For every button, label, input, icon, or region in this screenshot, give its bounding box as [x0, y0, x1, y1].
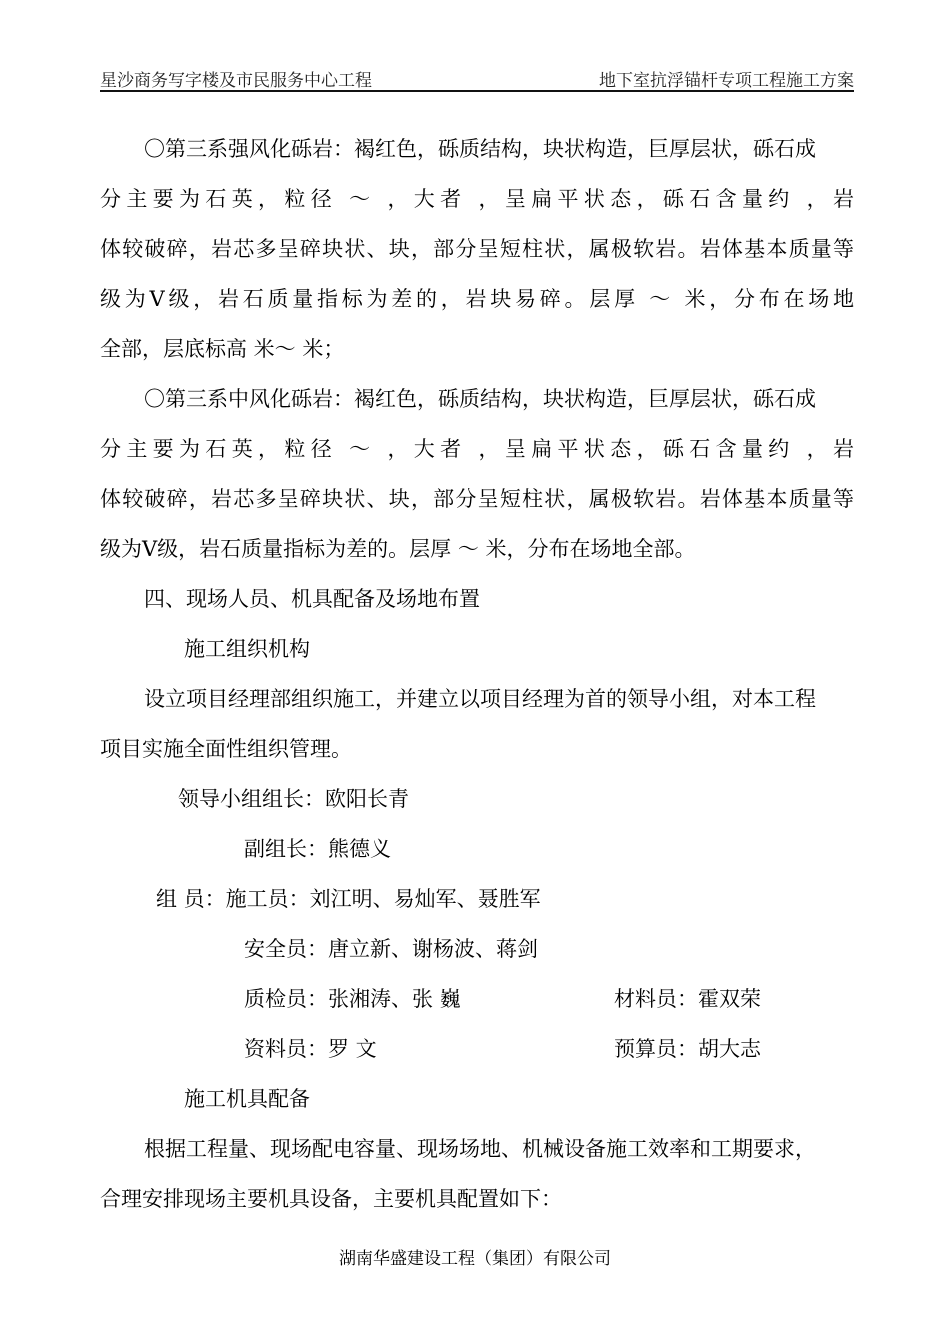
quality-inspector-row [100, 974, 854, 1024]
document-body [100, 124, 854, 1224]
paragraph-line: 级为Ⅴ级，岩石质量指标为差的，岩块易碎。层厚 ～ 米，分布在场地 [100, 287, 854, 311]
paragraph-line: 根据工程量、现场配电容量、现场场地、机械设备施工效率和工期要求， [144, 1137, 816, 1161]
records-officer-row [100, 1024, 854, 1074]
header-project-name: 星沙商务写字楼及市民服务中心工程 [100, 71, 372, 91]
budget-officer-line: 预算员：胡大志 [614, 1037, 761, 1061]
team-members-line: 组 员：施工员：刘江明、易灿军、聂胜军 [156, 887, 541, 911]
paragraph-line: 分主要为石英，粒径 ～ ，大者 ，呈扁平状态，砾石含量约 ，岩 [100, 187, 854, 211]
paragraph-line: 级为Ⅴ级，岩石质量指标为差的。层厚 ～ 米，分布在场地全部。 [100, 537, 696, 561]
records-officer-line: 资料员：罗 文 [244, 1037, 377, 1061]
paragraph-line: 全部，层底标高 米～ 米； [100, 337, 345, 361]
paragraph-line: 合理安排现场主要机具设备，主要机具配置如下： [100, 1187, 562, 1211]
page-footer-company: 湖南华盛建设工程（集团）有限公司 [339, 1249, 611, 1269]
team-leader-line: 领导小组组长：欧阳长青 [178, 787, 409, 811]
subsection-heading: 施工组织机构 [184, 637, 310, 661]
header-divider [100, 90, 854, 92]
paragraph-line: 设立项目经理部组织施工，并建立以项目经理为首的领导小组，对本工程 [144, 687, 816, 711]
paragraph-line: 〇第三系中风化砾岩：褐红色，砾质结构，块状构造，巨厚层状，砾石成 [144, 387, 816, 411]
materials-officer-line: 材料员：霍双荣 [614, 987, 761, 1011]
paragraph-line: 体较破碎，岩芯多呈碎块状、块，部分呈短柱状，属极软岩。岩体基本质量等 [100, 487, 854, 511]
section-heading: 四、现场人员、机具配备及场地布置 [144, 587, 480, 611]
header-document-title: 地下室抗浮锚杆专项工程施工方案 [599, 71, 854, 91]
page-header [100, 66, 854, 90]
quality-inspector-line: 质检员：张湘涛、张 巍 [244, 987, 461, 1011]
paragraph-line: 体较破碎，岩芯多呈碎块状、块，部分呈短柱状，属极软岩。岩体基本质量等 [100, 237, 854, 261]
subsection-heading: 施工机具配备 [184, 1087, 310, 1111]
safety-officer-line: 安全员：唐立新、谢杨波、蒋剑 [244, 937, 538, 961]
paragraph-line: 分主要为石英，粒径 ～ ，大者 ，呈扁平状态，砾石含量约 ，岩 [100, 437, 854, 461]
paragraph-line: 〇第三系强风化砾岩：褐红色，砾质结构，块状构造，巨厚层状，砾石成 [144, 137, 816, 161]
paragraph-line: 项目实施全面性组织管理。 [100, 737, 352, 761]
deputy-leader-line: 副组长：熊德义 [244, 837, 391, 861]
